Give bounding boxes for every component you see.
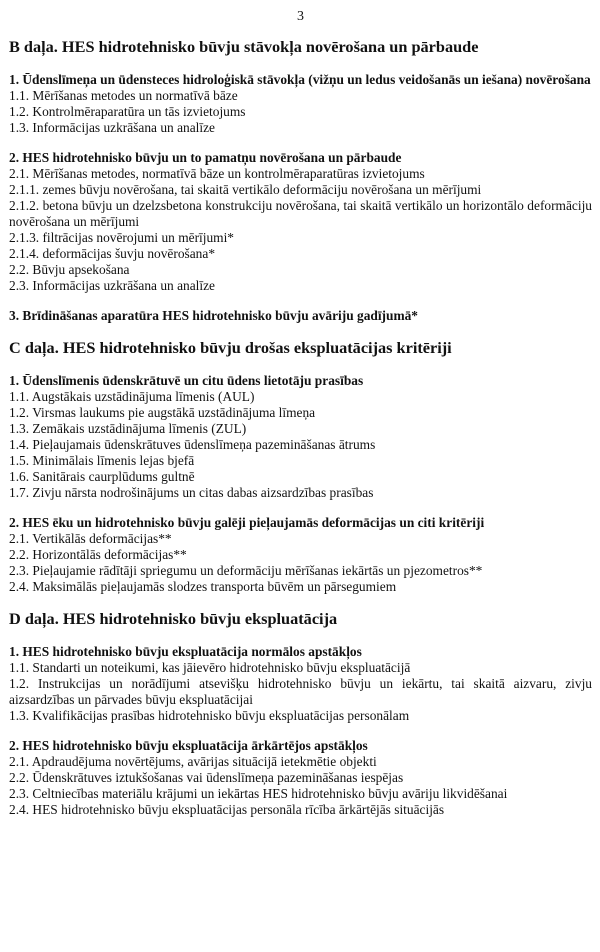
list-item: 2.3. Informācijas uzkrāšana un analīze — [9, 278, 215, 293]
section-title: 3. Brīdināšanas aparatūra HES hidrotehnisko būvju avāriju gadījumā* — [9, 308, 419, 323]
list-item: 2.2. Būvju apsekošana — [9, 262, 130, 277]
section — [9, 738, 592, 818]
list-item: 2.2. Horizontālās deformācijas** — [9, 547, 187, 562]
list-item: 2.1.2. betona būvju un dzelzsbetona konstrukciju novērošana, tai skaitā vertikālo un horizontālo deformāciju novērošana un mērījumi — [9, 198, 592, 229]
section — [9, 644, 592, 724]
list-item: 2.3. Pieļaujamie rādītāji spriegumu un deformāciju mērīšanas iekārtās un pjezometros** — [9, 563, 483, 578]
list-item: 1.5. Minimālais līmenis lejas bjefā — [9, 453, 195, 468]
section-title: 2. HES hidrotehnisko būvju un to pamatņu novērošana un pārbaude — [9, 150, 402, 165]
list-item: 1.7. Zivju nārsta nodrošinājums un citas dabas aizsardzības prasības — [9, 485, 374, 500]
list-item: 1.6. Sanitārais caurplūdums gultnē — [9, 469, 195, 484]
list-item: 2.3. Celtniecības materiālu krājumi un iekārtas HES hidrotehnisko būvju avāriju likvidēšanai — [9, 786, 508, 801]
section-title: 1. Ūdenslīmenis ūdenskrātuvē un citu ūdens lietotāju prasības — [9, 373, 364, 388]
list-item: 2.2. Ūdenskrātuves iztukšošanas vai ūdenslīmeņa pazemināšanas iespējas — [9, 770, 404, 785]
list-item: 1.3. Zemākais uzstādinājuma līmenis (ZUL) — [9, 421, 247, 436]
list-item: 2.1.3. filtrācijas novērojumi un mērījumi* — [9, 230, 234, 245]
section — [9, 150, 592, 294]
list-item: 2.4. HES hidrotehnisko būvju ekspluatācijas personāla rīcība ārkārtējās situācijās — [9, 802, 445, 817]
list-item: 2.1. Apdraudējuma novērtējums, avārijas situācijā ietekmētie objekti — [9, 754, 377, 769]
section — [9, 515, 592, 595]
list-item: 2.1. Mērīšanas metodes, normatīvā bāze un kontrolmēraparatūras izvietojums — [9, 166, 425, 181]
list-item: 1.1. Augstākais uzstādinājuma līmenis (AUL) — [9, 389, 255, 404]
list-item: 1.1. Standarti un noteikumi, kas jāievēro hidrotehnisko būvju ekspluatācijā — [9, 660, 411, 675]
section — [9, 373, 592, 501]
list-item: 2.1.4. deformācijas šuvju novērošana* — [9, 246, 216, 261]
part-b — [9, 37, 592, 324]
list-item: 1.2. Kontrolmēraparatūra un tās izvietojums — [9, 104, 246, 119]
section-title: 1. HES hidrotehnisko būvju ekspluatācija normālos apstākļos — [9, 644, 362, 659]
section-title: 2. HES hidrotehnisko būvju ekspluatācija ārkārtējos apstākļos — [9, 738, 368, 753]
page-number: 3 — [297, 9, 304, 24]
list-item: 1.4. Pieļaujamais ūdenskrātuves ūdenslīmeņa pazemināšanas ātrums — [9, 437, 376, 452]
part-title: C daļa. HES hidrotehnisko būvju drošas ekspluatācijas kritēriji — [9, 338, 452, 357]
list-item: 1.3. Kvalifikācijas prasības hidrotehnisko būvju ekspluatācijas personālam — [9, 708, 410, 723]
list-item: 1.3. Informācijas uzkrāšana un analīze — [9, 120, 215, 135]
list-item: 2.1. Vertikālās deformācijas** — [9, 531, 172, 546]
list-item: 1.2. Virsmas laukums pie augstākā uzstādinājuma līmeņa — [9, 405, 316, 420]
list-item: 2.1.1. zemes būvju novērošana, tai skaitā vertikālo deformāciju novērošana un mērījumi — [9, 182, 482, 197]
list-item: 1.1. Mērīšanas metodes un normatīvā bāze — [9, 88, 238, 103]
part-title: B daļa. HES hidrotehnisko būvju stāvokļa novērošana un pārbaude — [9, 37, 479, 56]
section-title: 1. Ūdenslīmeņa un ūdensteces hidroloģiskā stāvokļa (vižņu un ledus veidošanās un iešana) novērošana — [9, 72, 591, 87]
section-title: 2. HES ēku un hidrotehnisko būvju galēji pieļaujamās deformācijas un citi kritēriji — [9, 515, 485, 530]
part-c — [9, 338, 592, 595]
list-item: 2.4. Maksimālās pieļaujamās slodzes transporta būvēm un pārsegumiem — [9, 579, 397, 594]
section — [9, 72, 592, 136]
section — [9, 308, 592, 324]
part-title: D daļa. HES hidrotehnisko būvju ekspluatācija — [9, 609, 338, 628]
list-item: 1.2. Instrukcijas un norādījumi atsevišķu hidrotehnisko būvju un iekārtu, tai skaitā aizvaru, zivju aizsardzības un pārvades būvju ekspluatācijai — [9, 676, 592, 707]
part-d — [9, 609, 592, 818]
